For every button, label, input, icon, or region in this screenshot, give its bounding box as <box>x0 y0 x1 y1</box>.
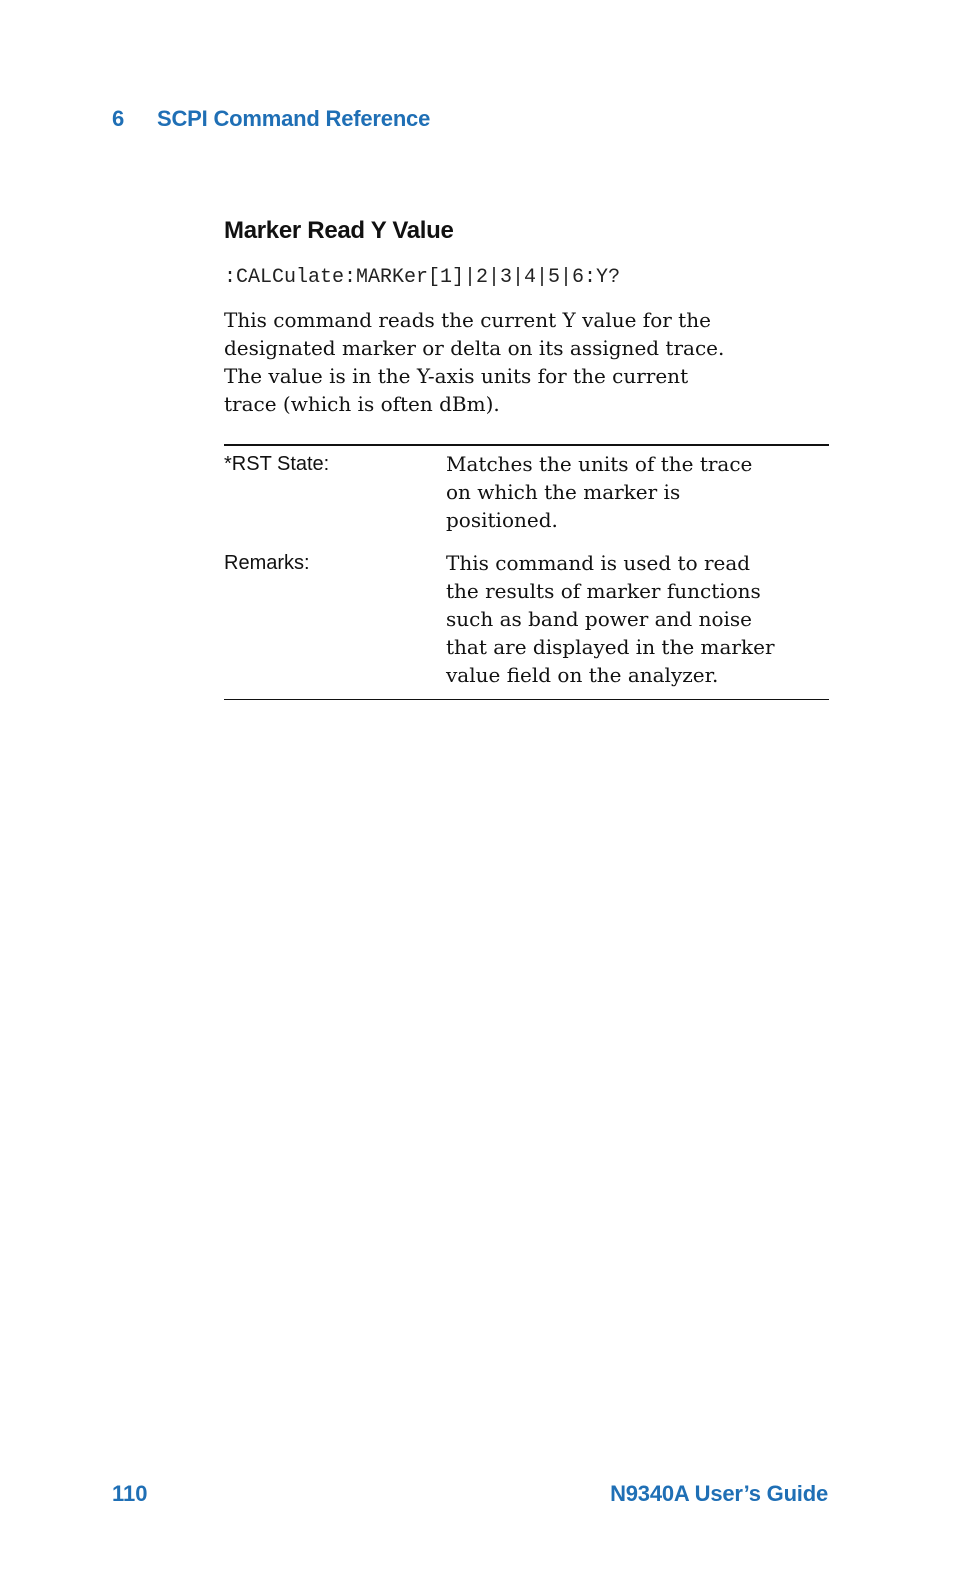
table-row-rst-state <box>224 446 829 534</box>
info-table <box>224 444 829 700</box>
row-value <box>446 450 829 534</box>
description-line: trace (which is often dBm). <box>224 392 500 416</box>
row-value-line: Matches the units of the trace <box>446 452 753 476</box>
row-value-line: that are displayed in the marker <box>446 635 775 659</box>
row-value-line: This command is used to read <box>446 551 751 575</box>
page-number: 110 <box>112 1481 148 1506</box>
row-value-line: on which the marker is <box>446 480 681 504</box>
row-value-line: such as band power and noise <box>446 607 752 631</box>
row-value-line: value field on the analyzer. <box>446 663 719 687</box>
description-line: designated marker or delta on its assigned trace. <box>224 336 725 360</box>
row-label: Remarks: <box>224 552 310 574</box>
chapter-number: 6 <box>112 106 125 131</box>
description-line: The value is in the Y-axis units for the current <box>224 364 689 388</box>
guide-title: N9340A User’s Guide <box>610 1481 828 1506</box>
description-paragraph <box>224 306 814 418</box>
command-syntax: :CALCulate:MARKer[1]|2|3|4|5|6:Y? <box>224 266 621 289</box>
section-title: Marker Read Y Value <box>224 217 454 244</box>
row-value-line: the results of marker functions <box>446 579 761 603</box>
row-value <box>446 549 829 689</box>
table-row-remarks <box>224 534 829 699</box>
description-line: This command reads the current Y value for the <box>224 308 711 332</box>
row-value-line: positioned. <box>446 508 558 532</box>
chapter-title: SCPI Command Reference <box>157 106 431 131</box>
running-header <box>112 106 430 132</box>
row-label: *RST State: <box>224 453 330 475</box>
